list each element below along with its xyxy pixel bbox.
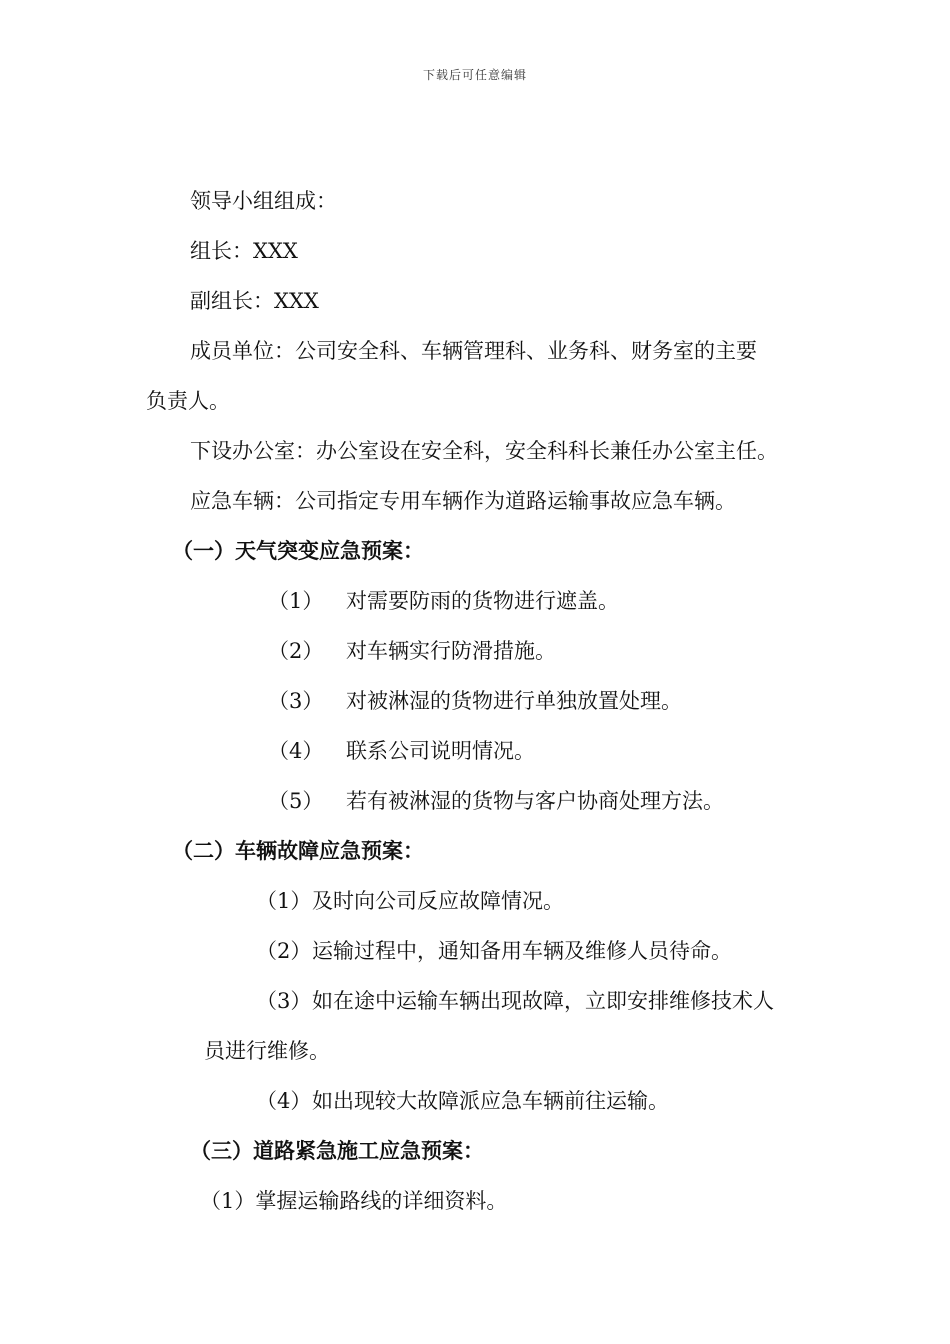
section2-item <box>256 1087 669 1115</box>
members-line-2: 负责人。 <box>146 389 230 413</box>
item-number: （4） <box>268 739 324 763</box>
section1-title: （一）天气突变应急预案： <box>172 538 424 563</box>
section2-item <box>256 887 564 915</box>
section1-item <box>268 737 535 765</box>
leader-line: 组长：XXX <box>190 239 298 263</box>
item-text: 如出现较大故障派应急车辆前往运输。 <box>312 1089 669 1113</box>
item-text: 对车辆实行防滑措施。 <box>346 639 556 663</box>
item-text: 联系公司说明情况。 <box>346 739 535 763</box>
item-number: （3） <box>256 989 312 1013</box>
item-number: （2） <box>256 939 312 963</box>
item-text: 运输过程中，通知备用车辆及维修人员待命。 <box>312 939 732 963</box>
item-text: 对被淋湿的货物进行单独放置处理。 <box>346 689 682 713</box>
vehicle-line: 应急车辆：公司指定专用车辆作为道路运输事故应急车辆。 <box>190 489 736 513</box>
section1-item <box>268 787 724 815</box>
item-number: （2） <box>268 639 324 663</box>
section2-title: （二）车辆故障应急预案： <box>172 838 424 863</box>
item-number: （4） <box>256 1089 312 1113</box>
item-text: 如在途中运输车辆出现故障，立即安排维修技术人 <box>312 989 774 1013</box>
section1-item <box>268 687 682 715</box>
item-text: 对需要防雨的货物进行遮盖。 <box>346 589 619 613</box>
item-number: （1） <box>268 589 324 613</box>
section1-item <box>268 587 619 615</box>
item-text: 及时向公司反应故障情况。 <box>312 889 564 913</box>
item-number: （3） <box>268 689 324 713</box>
item-number: （5） <box>268 789 324 813</box>
deputy-line: 副组长：XXX <box>190 289 319 313</box>
section3-title: （三）道路紧急施工应急预案： <box>190 1138 484 1163</box>
section2-item <box>256 937 732 965</box>
section2-item-continuation: 员进行维修。 <box>204 1039 330 1063</box>
members-line-1: 成员单位：公司安全科、车辆管理科、业务科、财务室的主要 <box>190 339 757 363</box>
section2-item <box>256 987 774 1015</box>
section3-item: （1）掌握运输路线的详细资料。 <box>200 1189 508 1213</box>
item-number: （1） <box>256 889 312 913</box>
page-header: 下载后可任意编辑 <box>422 68 527 82</box>
item-text: 若有被淋湿的货物与客户协商处理方法。 <box>346 789 724 813</box>
office-line: 下设办公室：办公室设在安全科，安全科科长兼任办公室主任。 <box>190 439 778 463</box>
leadership-heading: 领导小组组成： <box>190 189 337 213</box>
section1-item <box>268 637 556 665</box>
